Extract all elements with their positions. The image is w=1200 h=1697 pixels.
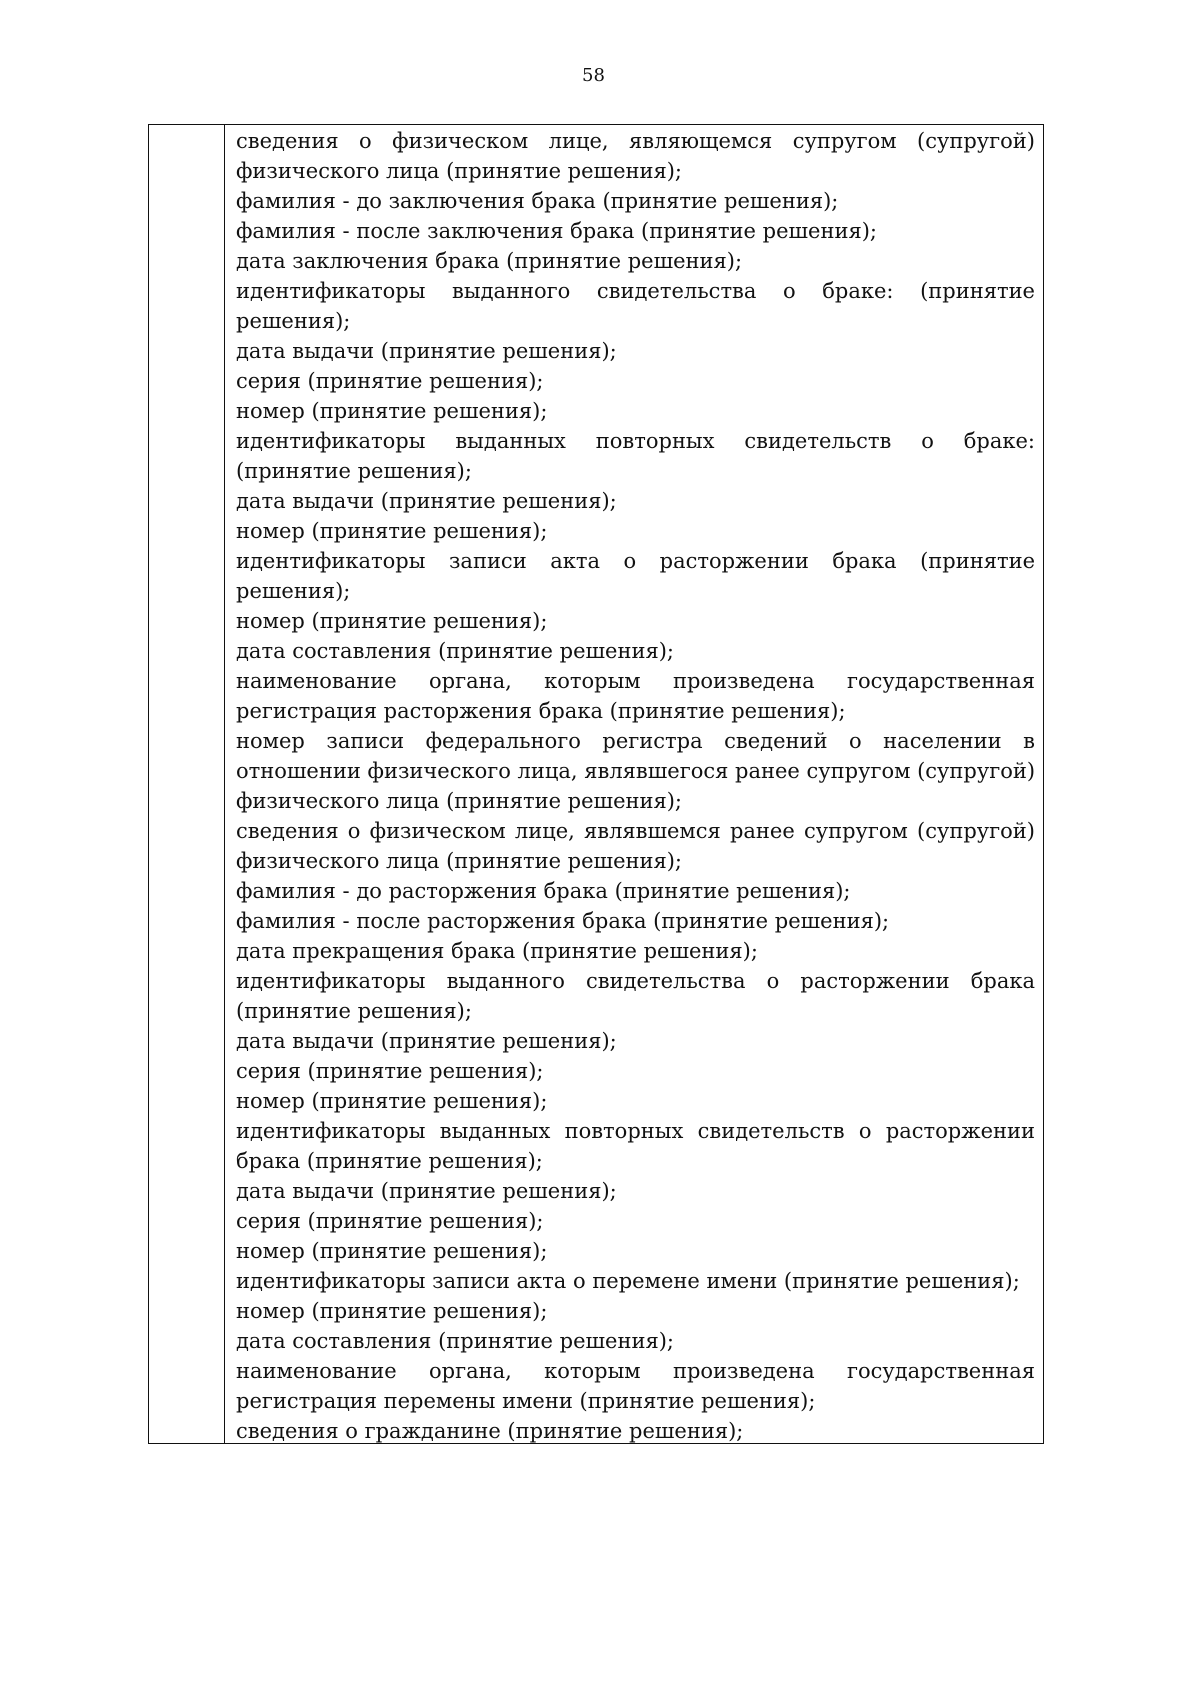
document-table: [148, 124, 1044, 1444]
text-line: (принятие решения);: [236, 459, 472, 483]
text-line: номер (принятие решения);: [236, 1089, 548, 1113]
text-line: регистрация расторжения брака (принятие решения);: [236, 699, 846, 723]
text-line: идентификаторы выданного свидетельства о браке: (принятие: [236, 279, 1035, 303]
text-line: наименование органа, которым произведена государственная: [236, 1359, 1035, 1383]
text-line: идентификаторы записи акта о расторжении брака (принятие: [236, 549, 1035, 573]
text-line: номер (принятие решения);: [236, 399, 548, 423]
text-line: брака (принятие решения);: [236, 1149, 543, 1173]
text-line: решения);: [236, 309, 351, 333]
text-line: физического лица (принятие решения);: [236, 849, 683, 873]
text-line: фамилия - после заключения брака (принятие решения);: [236, 219, 877, 243]
text-line: дата выдачи (принятие решения);: [236, 489, 617, 513]
text-line: отношении физического лица, являвшегося ранее супругом (супругой): [236, 759, 1035, 783]
text-line: номер (принятие решения);: [236, 1299, 548, 1323]
text-line: серия (принятие решения);: [236, 1209, 544, 1233]
text-line: наименование органа, которым произведена государственная: [236, 669, 1035, 693]
text-line: идентификаторы выданных повторных свидетельств о браке:: [236, 429, 1035, 453]
text-line: сведения о физическом лице, являвшемся ранее супругом (супругой): [236, 819, 1035, 843]
text-line: номер (принятие решения);: [236, 609, 548, 633]
text-line: дата выдачи (принятие решения);: [236, 339, 617, 363]
page-number: 58: [582, 65, 605, 86]
text-line: дата выдачи (принятие решения);: [236, 1029, 617, 1053]
text-line: дата выдачи (принятие решения);: [236, 1179, 617, 1203]
table-left-column: [149, 125, 225, 1443]
text-line: серия (принятие решения);: [236, 1059, 544, 1083]
text-line: идентификаторы выданного свидетельства о расторжении брака: [236, 969, 1035, 993]
text-line: фамилия - после расторжения брака (принятие решения);: [236, 909, 890, 933]
text-line: идентификаторы записи акта о перемене имени (принятие решения);: [236, 1269, 1020, 1293]
text-line: номер (принятие решения);: [236, 1239, 548, 1263]
text-line: идентификаторы выданных повторных свидетельств о расторжении: [236, 1119, 1035, 1143]
text-line: номер (принятие решения);: [236, 519, 548, 543]
text-line: дата прекращения брака (принятие решения);: [236, 939, 758, 963]
text-line: (принятие решения);: [236, 999, 472, 1023]
text-line: сведения о гражданине (принятие решения);: [236, 1419, 744, 1443]
text-line: серия (принятие решения);: [236, 369, 544, 393]
text-line: физического лица (принятие решения);: [236, 789, 683, 813]
text-line: номер записи федерального регистра сведений о населении в: [236, 729, 1035, 753]
text-line: фамилия - до расторжения брака (принятие решения);: [236, 879, 851, 903]
text-line: дата составления (принятие решения);: [236, 1329, 674, 1353]
text-line: регистрация перемены имени (принятие решения);: [236, 1389, 816, 1413]
text-line: решения);: [236, 579, 351, 603]
text-line: дата составления (принятие решения);: [236, 639, 674, 663]
table-text-column: [236, 125, 1035, 1446]
text-line: фамилия - до заключения брака (принятие решения);: [236, 189, 839, 213]
text-line: дата заключения брака (принятие решения);: [236, 249, 743, 273]
text-line: физического лица (принятие решения);: [236, 159, 683, 183]
text-line: сведения о физическом лице, являющемся супругом (супругой): [236, 129, 1035, 153]
